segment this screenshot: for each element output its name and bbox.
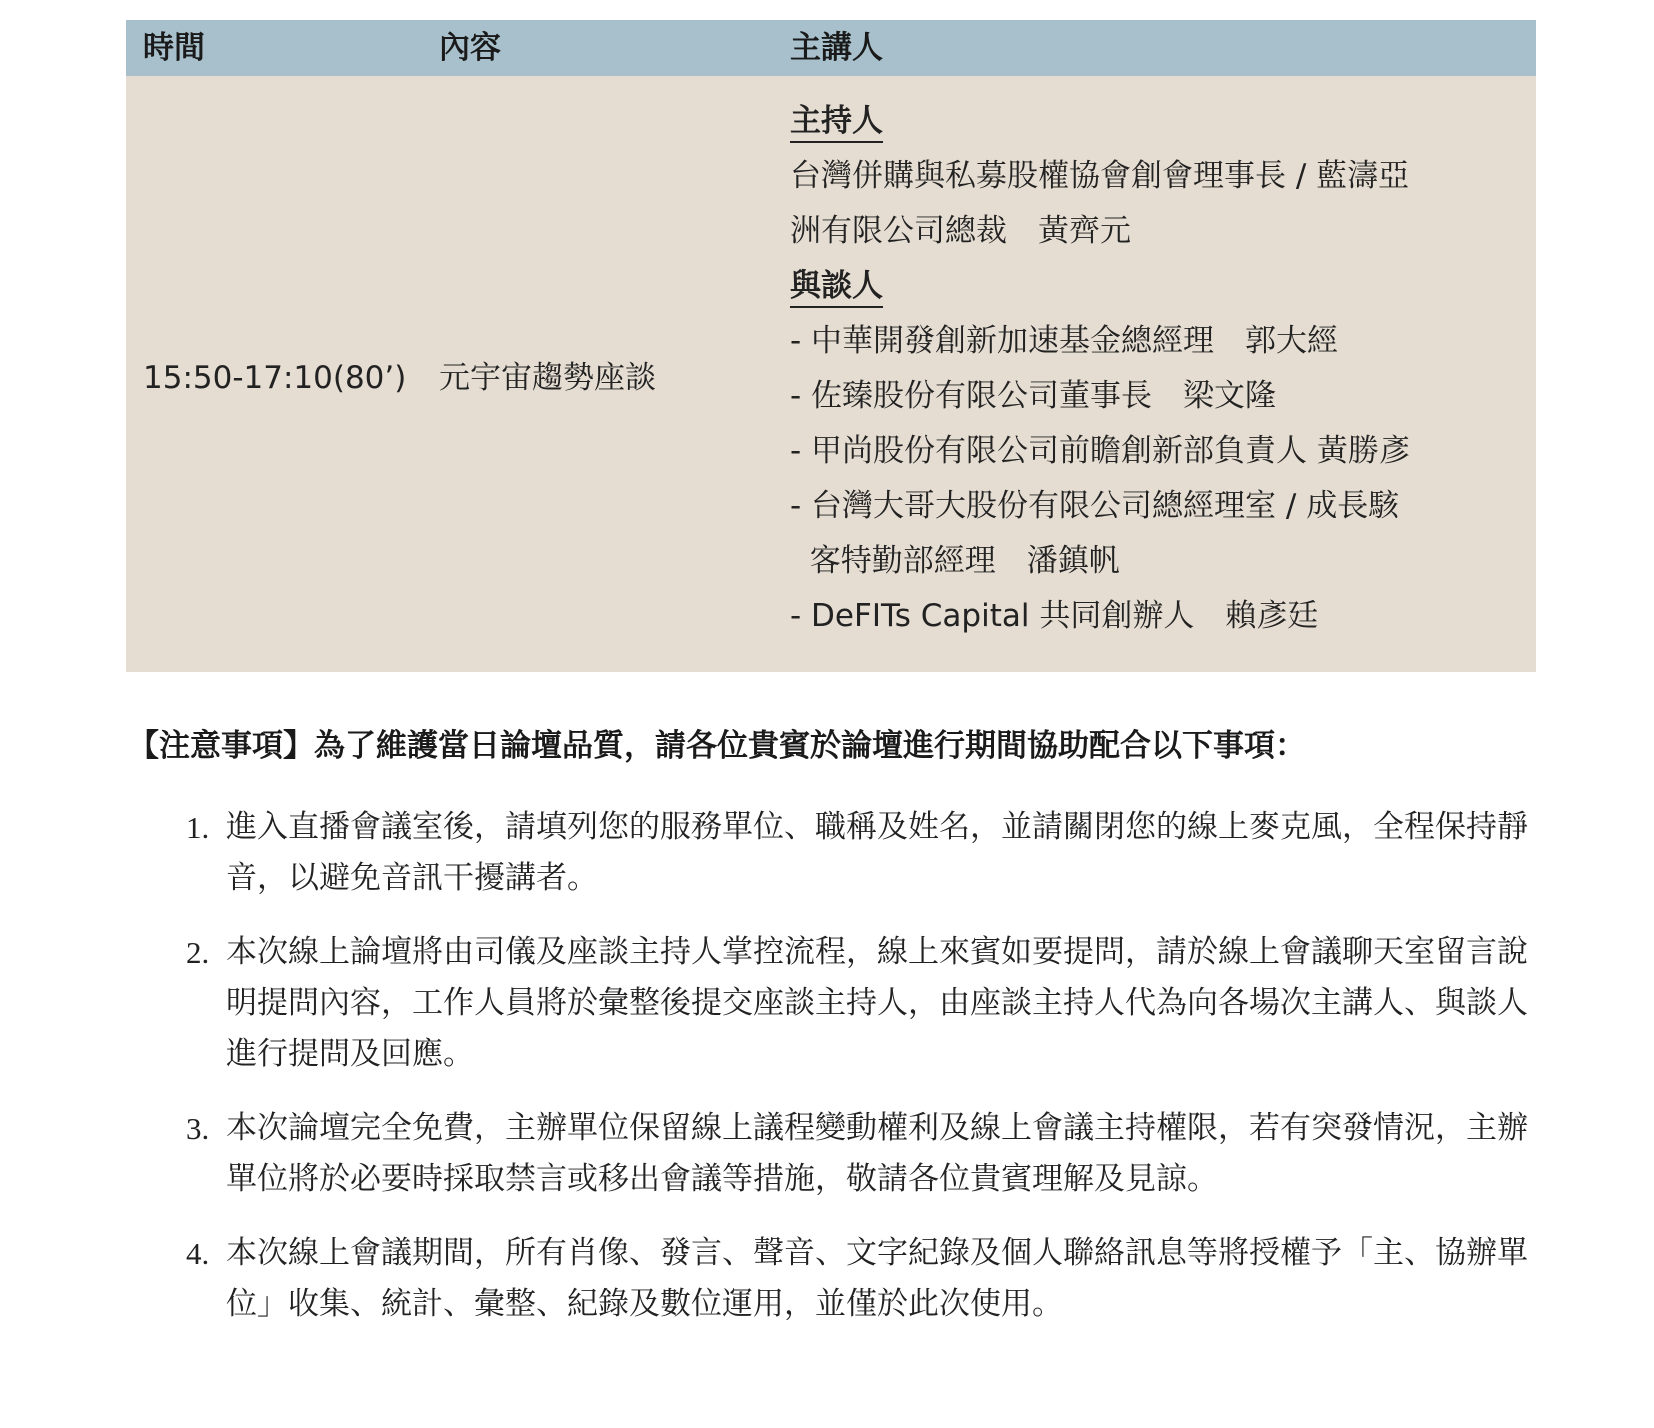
host-line: 洲有限公司總裁 黃齊元 [790, 213, 1131, 249]
table-header-row [126, 20, 1536, 76]
host-line: 台灣併購與私募股權協會創會理事長 / 藍濤亞 [790, 158, 1410, 194]
notes-list [186, 802, 1536, 1330]
list-item [186, 1228, 1536, 1330]
list-number: 2. [186, 935, 210, 970]
header-speaker: 主講人 [790, 30, 883, 66]
panelist-line: - 台灣大哥大股份有限公司總經理室 / 成長駭 [790, 488, 1400, 524]
list-number: 1. [186, 810, 210, 845]
list-item [186, 802, 1536, 904]
notes-title: 【注意事項】為了維護當日論壇品質，請各位貴賓於論壇進行期間協助配合以下事項： [128, 728, 1306, 764]
list-item [186, 1103, 1536, 1205]
header-content: 內容 [439, 30, 501, 66]
agenda-table [126, 20, 1536, 672]
header-time: 時間 [143, 30, 205, 66]
session-time: 15:50-17:10(80’) [143, 360, 407, 396]
table-row [126, 76, 1536, 672]
session-title: 元宇宙趨勢座談 [439, 360, 656, 396]
panelist-line: 客特勤部經理 潘鎮帆 [790, 543, 1120, 579]
list-number: 3. [186, 1111, 210, 1146]
host-heading: 主持人 [790, 103, 883, 143]
list-text: 本次線上會議期間，所有肖像、發言、聲音、文字紀錄及個人聯絡訊息等將授權予「主、協辦單位」收集、統計、彙整、紀錄及數位運用，並僅於此次使用。 [226, 1235, 1528, 1322]
list-text: 本次論壇完全免費，主辦單位保留線上議程變動權利及線上會議主持權限，若有突發情況，主辦單位將於必要時採取禁言或移出會議等措施，敬請各位貴賓理解及見諒。 [226, 1110, 1528, 1197]
panel-heading: 與談人 [790, 268, 883, 308]
panelist-line: - 中華開發創新加速基金總經理 郭大經 [790, 323, 1339, 359]
list-text: 進入直播會議室後，請填列您的服務單位、職稱及姓名，並請關閉您的線上麥克風，全程保持靜音，以避免音訊干擾講者。 [226, 809, 1528, 896]
list-item [186, 927, 1536, 1080]
panelist-line: - 佐臻股份有限公司董事長 梁文隆 [790, 378, 1277, 414]
panelist-line: - 甲尚股份有限公司前瞻創新部負責人 黃勝彥 [790, 433, 1410, 469]
panelist-line: - DeFITs Capital 共同創辦人 賴彥廷 [790, 598, 1319, 634]
list-number: 4. [186, 1236, 210, 1271]
speakers-cell [790, 102, 1530, 652]
list-text: 本次線上論壇將由司儀及座談主持人掌控流程，線上來賓如要提問，請於線上會議聊天室留言說明提問內容，工作人員將於彙整後提交座談主持人，由座談主持人代為向各場次主講人、與談人進行提問及回應。 [226, 934, 1528, 1072]
